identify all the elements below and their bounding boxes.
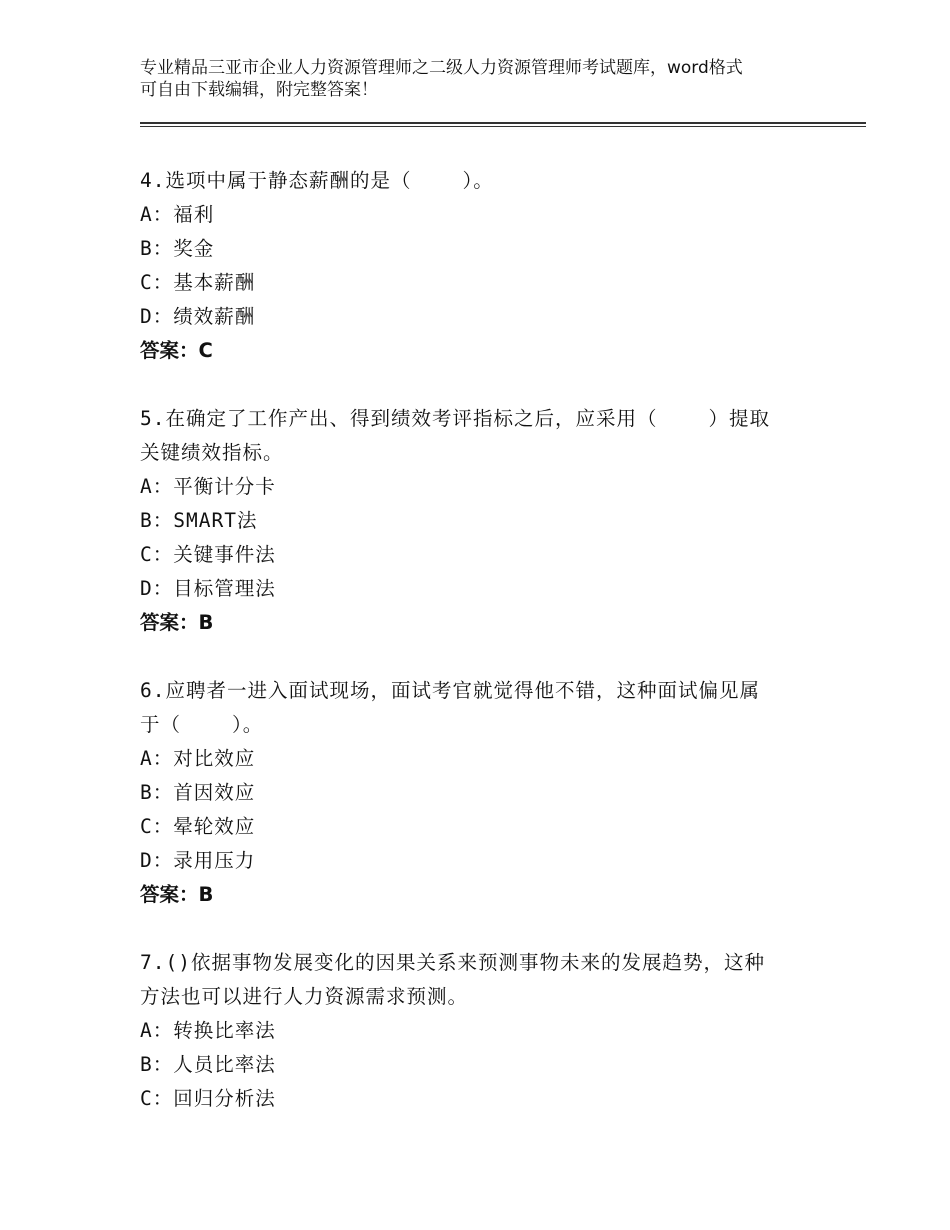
answer-key: 答案：B <box>140 883 214 906</box>
question-stem: 于（ ）。 <box>140 713 264 736</box>
answer-option: A：平衡计分卡 <box>140 475 276 498</box>
question-block <box>140 402 820 640</box>
header-line-2: 可自由下载编辑，附完整答案！ <box>140 80 378 100</box>
question-stem: 4.选项中属于静态薪酬的是（ ）。 <box>140 169 494 192</box>
answer-option: A：福利 <box>140 203 215 226</box>
question-block <box>140 164 820 368</box>
answer-option: C：回归分析法 <box>140 1087 276 1110</box>
question-stem: 方法也可以进行人力资源需求预测。 <box>140 985 469 1008</box>
question-stem: 7.()依据事物发展变化的因果关系来预测事物未来的发展趋势，这种 <box>140 951 765 974</box>
question-stem: 关键绩效指标。 <box>140 441 284 464</box>
header-divider-thick <box>140 122 866 124</box>
answer-option: C：基本薪酬 <box>140 271 256 294</box>
answer-key: 答案：C <box>140 339 213 362</box>
answer-option: A：转换比率法 <box>140 1019 276 1042</box>
answer-option: B：人员比率法 <box>140 1053 276 1076</box>
answer-option: B：首因效应 <box>140 781 256 804</box>
answer-option: C：晕轮效应 <box>140 815 256 838</box>
answer-option: D：录用压力 <box>140 849 256 872</box>
answer-option: D：目标管理法 <box>140 577 276 600</box>
header-divider-thin <box>140 126 866 127</box>
answer-option: B：SMART法 <box>140 509 258 532</box>
document-header <box>140 57 840 101</box>
question-block <box>140 674 820 912</box>
question-block <box>140 946 820 1116</box>
question-stem: 6.应聘者一进入面试现场，面试考官就觉得他不错，这种面试偏见属 <box>140 679 760 702</box>
question-stem: 5.在确定了工作产出、得到绩效考评指标之后，应采用（ ）提取 <box>140 407 770 430</box>
header-line-1: 专业精品三亚市企业人力资源管理师之二级人力资源管理师考试题库，word格式 <box>140 58 743 78</box>
answer-option: A：对比效应 <box>140 747 256 770</box>
answer-option: B：奖金 <box>140 237 215 260</box>
question-list <box>140 164 820 1150</box>
answer-option: C：关键事件法 <box>140 543 276 566</box>
answer-option: D：绩效薪酬 <box>140 305 256 328</box>
answer-key: 答案：B <box>140 611 214 634</box>
